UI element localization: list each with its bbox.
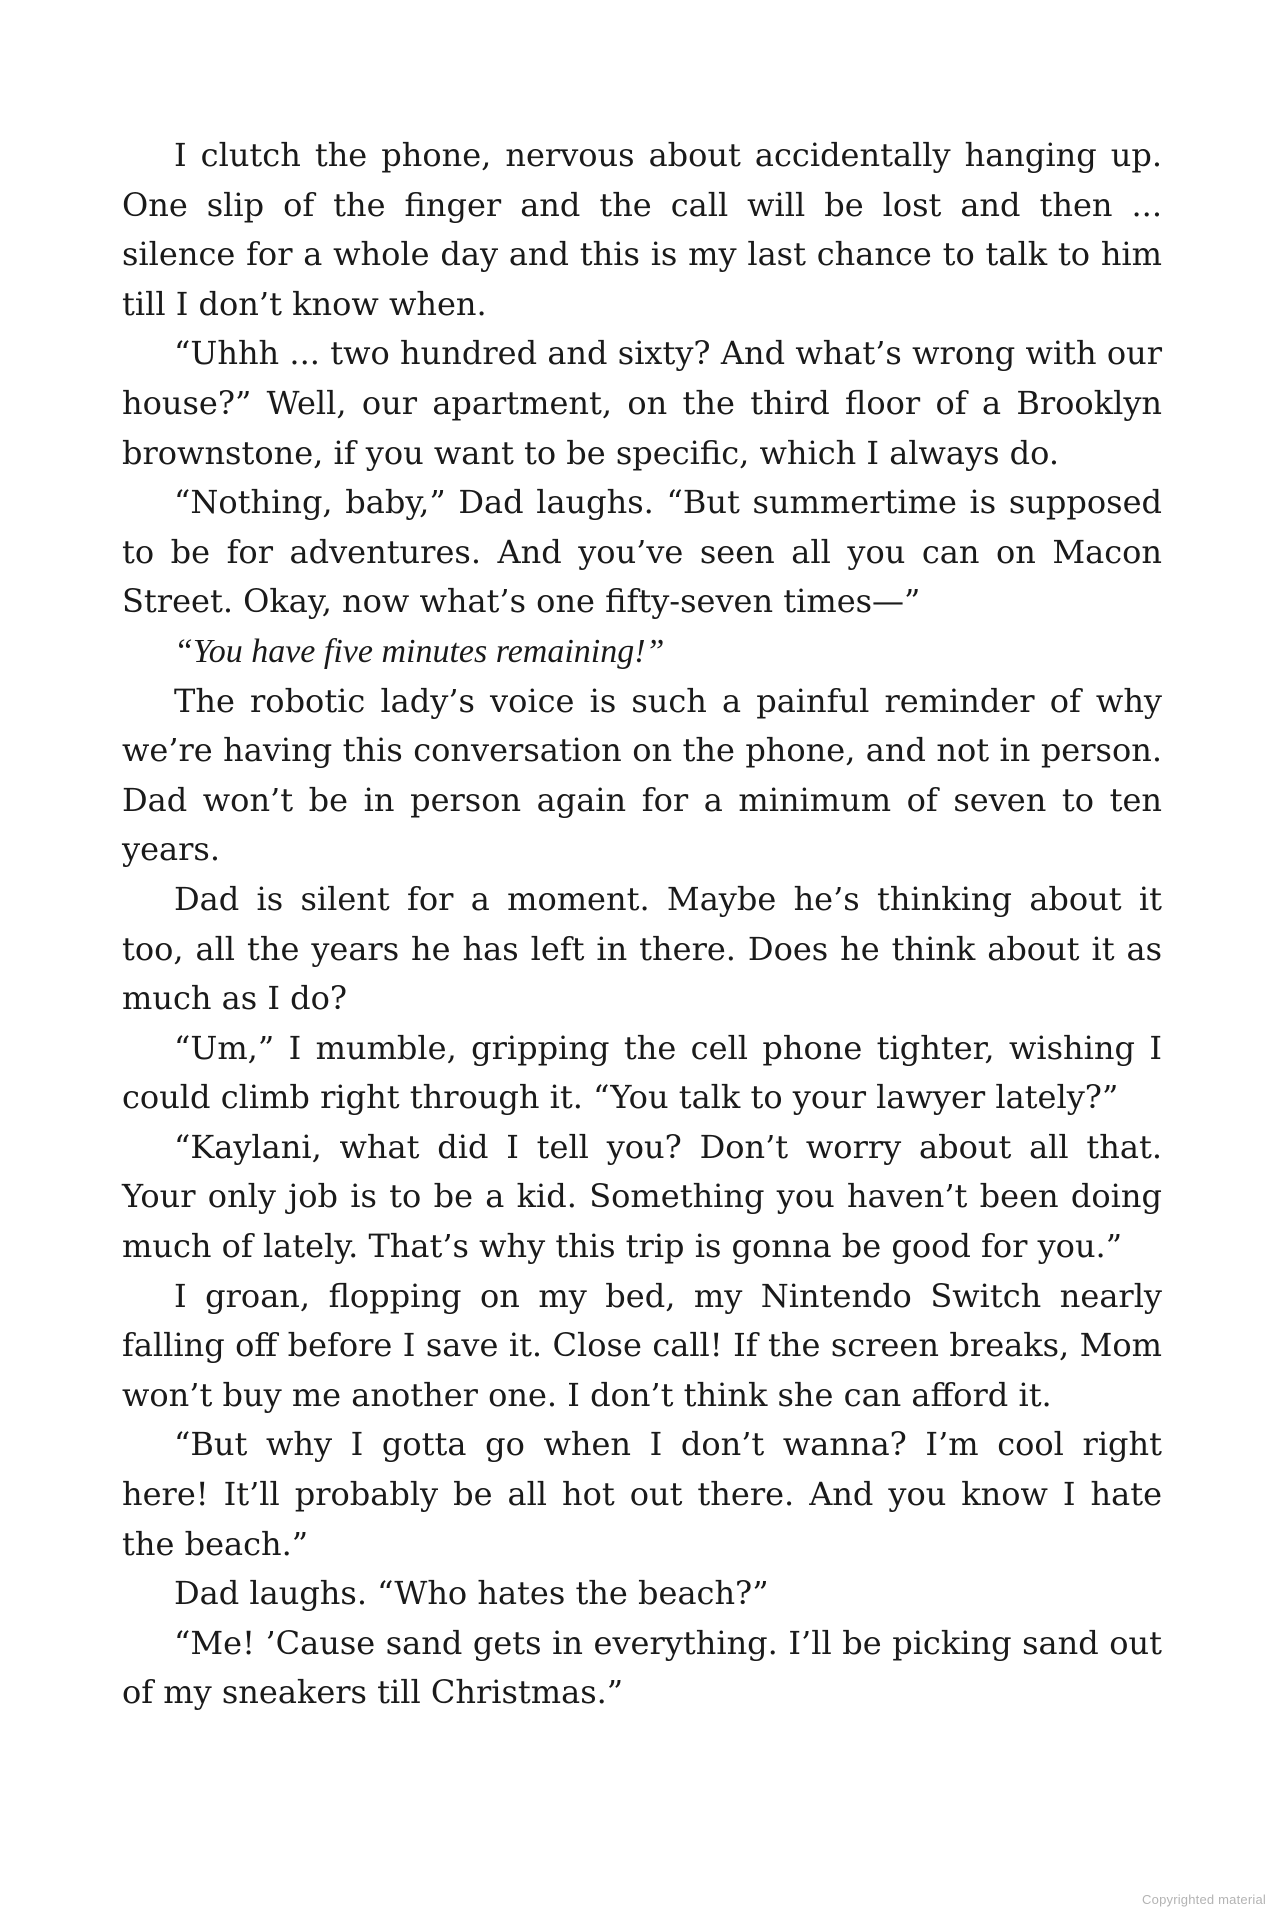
copyright-watermark: Copyrighted material: [1142, 1892, 1266, 1907]
paragraph: “Um,” I mumble, gripping the cell phone tighter, wishing I could climb right through it. “You talk to your lawyer lately?”: [122, 1028, 1162, 1117]
paragraph-italic-announcement: “You have five minutes remaining!”: [174, 632, 665, 670]
paragraph: Dad is silent for a moment. Maybe he’s thinking about it too, all the years he has left in there. Does he think about it as much as I do?: [122, 879, 1162, 1018]
paragraph: “Kaylani, what did I tell you? Don’t worry about all that. Your only job is to be a kid. Something you haven’t been doing much of lately. That’s why this trip is gonna be good for you.”: [122, 1127, 1162, 1266]
paragraph: The robotic lady’s voice is such a painful reminder of why we’re having this conversation on the phone, and not in person. Dad won’t be in person again for a minimum of seven to ten years.: [122, 681, 1162, 869]
paragraph: “Nothing, baby,” Dad laughs. “But summertime is supposed to be for adventures. And you’ve seen all you can on Macon Street. Okay, now what’s one fifty-seven times—”: [122, 483, 1162, 621]
paragraph: Dad laughs. “Who hates the beach?”: [174, 1574, 769, 1613]
paragraph: “But why I gotta go when I don’t wanna? I’m cool right here! It’ll probably be all hot out there. And you know I hate the beach.”: [122, 1425, 1162, 1563]
paragraph: “Me! ’Cause sand gets in everything. I’ll be picking sand out of my sneakers till Christmas.”: [122, 1623, 1162, 1712]
paragraph: “Uhhh ... two hundred and sixty? And what’s wrong with our house?” Well, our apartment, on the third floor of a Brooklyn brownstone, if you want to be specific, which I always do.: [122, 334, 1162, 472]
paragraph: I clutch the phone, nervous about accidentally hanging up. One slip of the finger and the call will be lost and then ... silence for a whole day and this is my last chance to talk to him till I don’t know when.: [122, 136, 1162, 323]
body-text: [122, 131, 1162, 1718]
paragraph: I groan, flopping on my bed, my Nintendo Switch nearly falling off before I save it. Close call! If the screen breaks, Mom won’t buy me another one. I don’t think she can afford it.: [122, 1276, 1162, 1414]
